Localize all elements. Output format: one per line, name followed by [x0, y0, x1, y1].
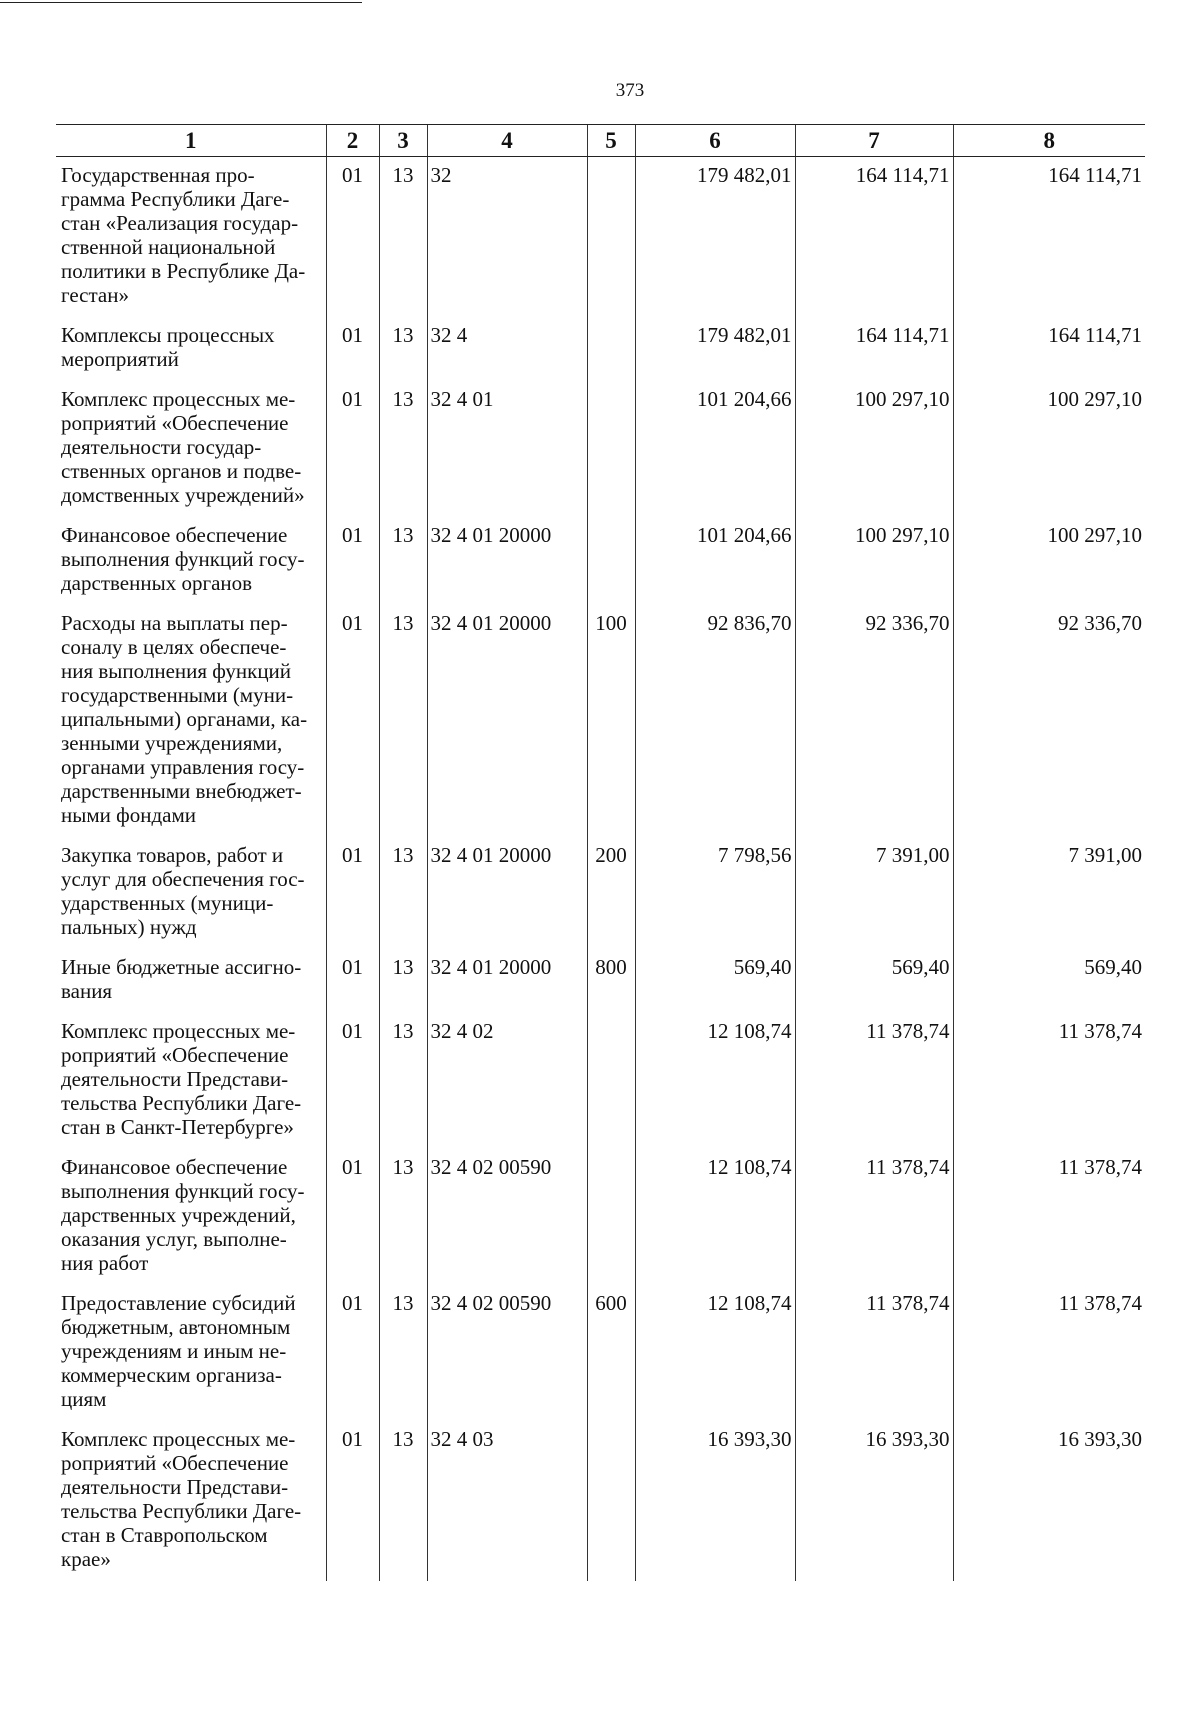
table-row — [56, 837, 1145, 949]
cell-code-3: 13 — [379, 157, 427, 318]
row-name-cell — [56, 1421, 326, 1581]
cell-amount-6: 16 393,30 — [635, 1421, 795, 1581]
cell-code-2: 01 — [326, 1013, 379, 1149]
cell-code-2: 01 — [326, 1285, 379, 1421]
cell-amount-6: 12 108,74 — [635, 1285, 795, 1421]
table-row — [56, 1421, 1145, 1581]
row-name-line: ственных органов и подве- — [61, 459, 302, 483]
row-name-line: ния работ — [61, 1251, 149, 1275]
row-name-line: вания — [61, 979, 113, 1003]
cell-amount-6: 101 204,66 — [635, 517, 795, 605]
row-name-line: ударственных (муници- — [61, 891, 274, 915]
column-header-8: 8 — [953, 125, 1145, 157]
row-name-line: политики в Республике Да- — [61, 259, 306, 283]
cell-code-2: 01 — [326, 949, 379, 1013]
table-row — [56, 1149, 1145, 1285]
table-row — [56, 605, 1145, 837]
cell-code-5 — [587, 1421, 635, 1581]
cell-amount-7: 100 297,10 — [795, 517, 953, 605]
table-body — [56, 157, 1145, 1582]
row-name-line: органами управления госу- — [61, 755, 305, 779]
cell-code-3: 13 — [379, 381, 427, 517]
row-name-line: роприятий «Обеспечение — [61, 411, 289, 435]
row-name-line: выполнения функций госу- — [61, 547, 305, 571]
cell-code-4: 32 4 02 00590 — [427, 1285, 587, 1421]
cell-code-4: 32 4 02 — [427, 1013, 587, 1149]
column-header-4: 4 — [427, 125, 587, 157]
column-header-3: 3 — [379, 125, 427, 157]
column-header-2: 2 — [326, 125, 379, 157]
row-name-line: дарственных учреждений, — [61, 1203, 296, 1227]
cell-amount-6: 12 108,74 — [635, 1013, 795, 1149]
row-name-line: крае» — [61, 1547, 111, 1571]
cell-code-5 — [587, 381, 635, 517]
row-name-line: стан «Реализация государ- — [61, 211, 299, 235]
cell-code-4: 32 4 02 00590 — [427, 1149, 587, 1285]
row-name-line: услуг для обеспечения гос- — [61, 867, 305, 891]
row-name-cell — [56, 949, 326, 1013]
row-name-line: учреждениям и иным не- — [61, 1339, 287, 1363]
cell-amount-8: 569,40 — [953, 949, 1145, 1013]
cell-amount-7: 569,40 — [795, 949, 953, 1013]
row-name-line: Комплекс процессных ме- — [61, 1019, 296, 1043]
cell-amount-6: 101 204,66 — [635, 381, 795, 517]
cell-amount-7: 7 391,00 — [795, 837, 953, 949]
row-name-line: деятельности Представи- — [61, 1475, 289, 1499]
row-name-line: роприятий «Обеспечение — [61, 1451, 289, 1475]
row-name-line: дарственными внебюджет- — [61, 779, 302, 803]
cell-amount-6: 7 798,56 — [635, 837, 795, 949]
cell-amount-6: 569,40 — [635, 949, 795, 1013]
top-rule — [0, 2, 362, 3]
column-header-6: 6 — [635, 125, 795, 157]
row-name-cell — [56, 381, 326, 517]
column-header-7: 7 — [795, 125, 953, 157]
row-name-cell — [56, 605, 326, 837]
row-name-line: Комплекс процессных ме- — [61, 387, 296, 411]
cell-code-5 — [587, 1149, 635, 1285]
cell-code-3: 13 — [379, 1421, 427, 1581]
cell-code-5 — [587, 517, 635, 605]
cell-amount-8: 11 378,74 — [953, 1285, 1145, 1421]
row-name-line: коммерческим организа- — [61, 1363, 282, 1387]
row-name-line: стан в Санкт-Петербурге» — [61, 1115, 294, 1139]
row-name-cell — [56, 157, 326, 318]
cell-code-3: 13 — [379, 837, 427, 949]
table-row — [56, 517, 1145, 605]
row-name-cell — [56, 1285, 326, 1421]
cell-code-5 — [587, 1013, 635, 1149]
cell-code-5: 800 — [587, 949, 635, 1013]
row-name-line: деятельности Представи- — [61, 1067, 289, 1091]
row-name-line: циям — [61, 1387, 107, 1411]
page-number: 373 — [615, 80, 645, 101]
cell-amount-7: 100 297,10 — [795, 381, 953, 517]
row-name-line: Иные бюджетные ассигно- — [61, 955, 302, 979]
row-name-line: Расходы на выплаты пер- — [61, 611, 288, 635]
cell-code-3: 13 — [379, 1149, 427, 1285]
column-header-1: 1 — [56, 125, 326, 157]
cell-code-4: 32 4 — [427, 317, 587, 381]
cell-code-2: 01 — [326, 1421, 379, 1581]
cell-code-4: 32 4 01 20000 — [427, 605, 587, 837]
row-name-line: оказания услуг, выполне- — [61, 1227, 287, 1251]
cell-amount-6: 179 482,01 — [635, 317, 795, 381]
cell-code-4: 32 4 03 — [427, 1421, 587, 1581]
cell-code-4: 32 — [427, 157, 587, 318]
cell-amount-8: 100 297,10 — [953, 517, 1145, 605]
row-name-line: ственной национальной — [61, 235, 276, 259]
row-name-line: Комплексы процессных — [61, 323, 275, 347]
cell-code-2: 01 — [326, 157, 379, 318]
row-name-line: ния выполнения функций — [61, 659, 292, 683]
cell-amount-7: 16 393,30 — [795, 1421, 953, 1581]
table-row — [56, 381, 1145, 517]
row-name-line: бюджетным, автономным — [61, 1315, 291, 1339]
row-name-cell — [56, 1013, 326, 1149]
row-name-cell — [56, 1149, 326, 1285]
cell-code-2: 01 — [326, 1149, 379, 1285]
cell-code-3: 13 — [379, 1013, 427, 1149]
row-name-cell — [56, 517, 326, 605]
cell-code-5: 100 — [587, 605, 635, 837]
cell-code-3: 13 — [379, 605, 427, 837]
cell-code-2: 01 — [326, 317, 379, 381]
header-row — [56, 125, 1145, 157]
cell-amount-7: 11 378,74 — [795, 1149, 953, 1285]
cell-code-4: 32 4 01 20000 — [427, 517, 587, 605]
cell-amount-8: 92 336,70 — [953, 605, 1145, 837]
cell-code-2: 01 — [326, 381, 379, 517]
column-header-5: 5 — [587, 125, 635, 157]
cell-code-5: 200 — [587, 837, 635, 949]
cell-amount-8: 11 378,74 — [953, 1149, 1145, 1285]
cell-code-2: 01 — [326, 837, 379, 949]
table-row — [56, 949, 1145, 1013]
row-name-line: государственными (муни- — [61, 683, 294, 707]
row-name-line: ными фондами — [61, 803, 197, 827]
cell-code-2: 01 — [326, 517, 379, 605]
row-name-line: Финансовое обеспечение — [61, 523, 288, 547]
cell-amount-8: 11 378,74 — [953, 1013, 1145, 1149]
cell-amount-8: 7 391,00 — [953, 837, 1145, 949]
cell-amount-8: 100 297,10 — [953, 381, 1145, 517]
row-name-line: деятельности государ- — [61, 435, 262, 459]
row-name-line: зенными учреждениями, — [61, 731, 283, 755]
budget-table — [56, 124, 1145, 1581]
row-name-line: стан в Ставропольском — [61, 1523, 268, 1547]
row-name-line: тельства Республики Даге- — [61, 1091, 302, 1115]
row-name-line: ципальными) органами, ка- — [61, 707, 308, 731]
row-name-line: Комплекс процессных ме- — [61, 1427, 296, 1451]
table-row — [56, 317, 1145, 381]
cell-amount-6: 12 108,74 — [635, 1149, 795, 1285]
row-name-line: пальных) нужд — [61, 915, 197, 939]
cell-code-4: 32 4 01 20000 — [427, 837, 587, 949]
cell-code-5 — [587, 317, 635, 381]
cell-amount-6: 179 482,01 — [635, 157, 795, 318]
cell-code-3: 13 — [379, 1285, 427, 1421]
cell-code-3: 13 — [379, 317, 427, 381]
row-name-line: грамма Республики Даге- — [61, 187, 290, 211]
row-name-cell — [56, 837, 326, 949]
row-name-line: Финансовое обеспечение — [61, 1155, 288, 1179]
cell-amount-7: 92 336,70 — [795, 605, 953, 837]
cell-code-5 — [587, 157, 635, 318]
cell-amount-8: 164 114,71 — [953, 317, 1145, 381]
row-name-line: гестан» — [61, 283, 129, 307]
row-name-line: дарственных органов — [61, 571, 253, 595]
cell-amount-7: 164 114,71 — [795, 317, 953, 381]
cell-code-3: 13 — [379, 517, 427, 605]
row-name-line: Закупка товаров, работ и — [61, 843, 284, 867]
row-name-line: соналу в целях обеспече- — [61, 635, 287, 659]
cell-code-4: 32 4 01 — [427, 381, 587, 517]
cell-amount-7: 11 378,74 — [795, 1013, 953, 1149]
cell-code-4: 32 4 01 20000 — [427, 949, 587, 1013]
cell-code-2: 01 — [326, 605, 379, 837]
row-name-line: домственных учреждений» — [61, 483, 305, 507]
table-row — [56, 1013, 1145, 1149]
row-name-line: роприятий «Обеспечение — [61, 1043, 289, 1067]
cell-amount-6: 92 836,70 — [635, 605, 795, 837]
row-name-line: тельства Республики Даге- — [61, 1499, 302, 1523]
cell-amount-8: 16 393,30 — [953, 1421, 1145, 1581]
row-name-line: Предоставление субсидий — [61, 1291, 296, 1315]
cell-amount-8: 164 114,71 — [953, 157, 1145, 318]
row-name-cell — [56, 317, 326, 381]
table-row — [56, 157, 1145, 318]
row-name-line: Государственная про- — [61, 163, 255, 187]
table-row — [56, 1285, 1145, 1421]
cell-code-3: 13 — [379, 949, 427, 1013]
cell-amount-7: 11 378,74 — [795, 1285, 953, 1421]
row-name-line: мероприятий — [61, 347, 179, 371]
row-name-line: выполнения функций госу- — [61, 1179, 305, 1203]
cell-code-5: 600 — [587, 1285, 635, 1421]
cell-amount-7: 164 114,71 — [795, 157, 953, 318]
